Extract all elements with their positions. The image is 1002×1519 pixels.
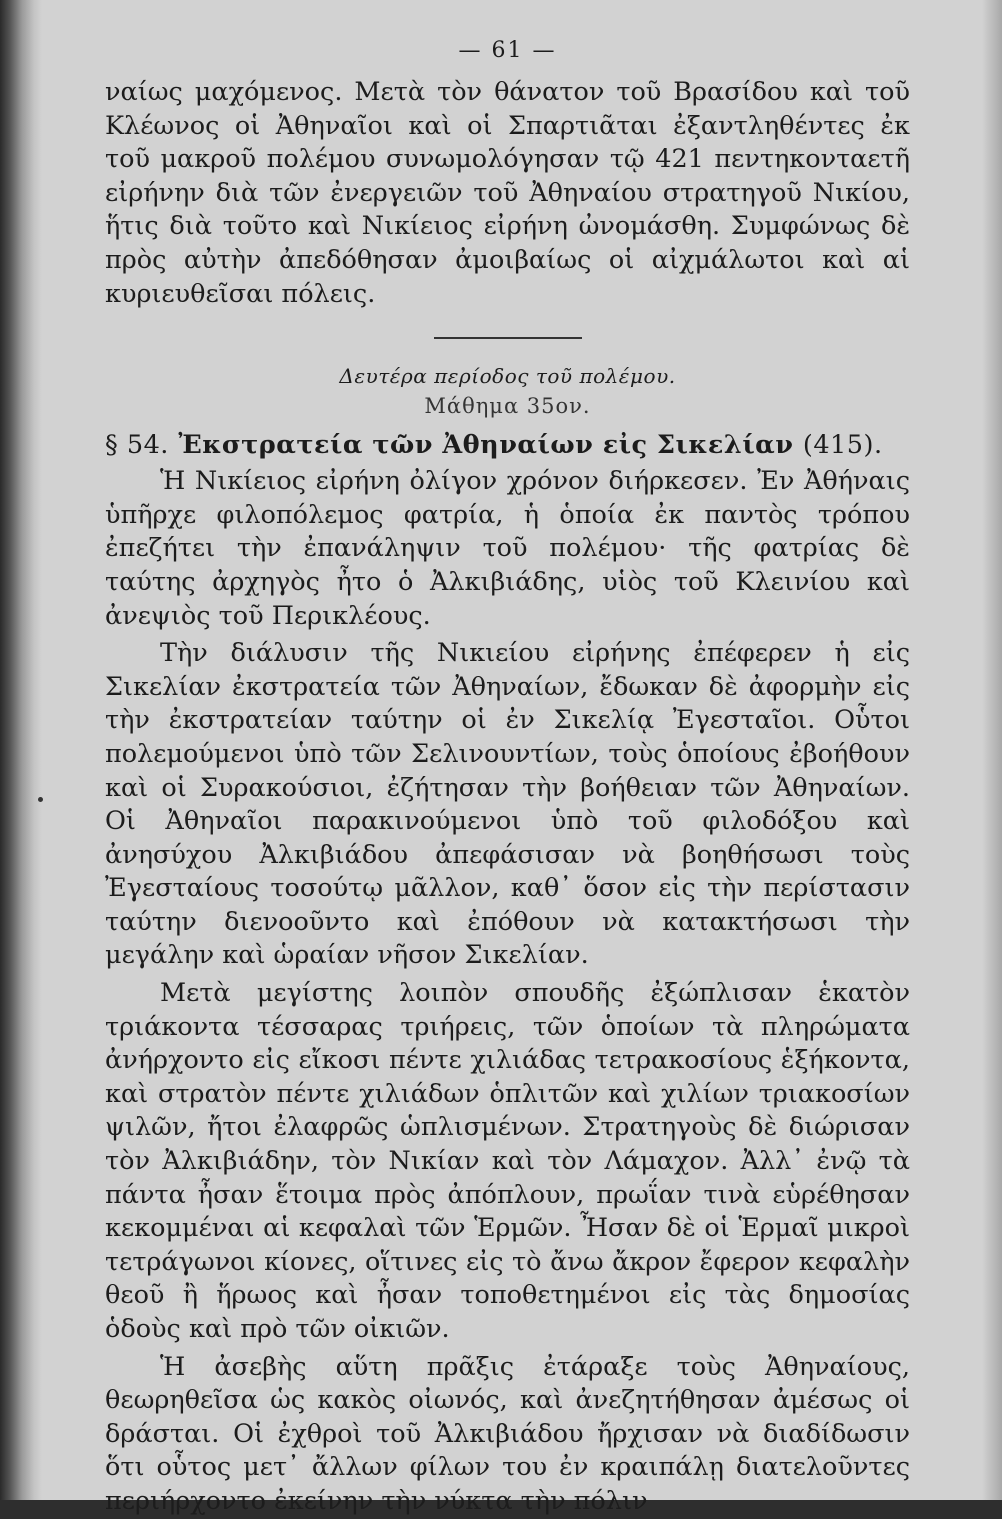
paragraph-1: Ἡ Νικίειος εἰρήνη ὀλίγον χρόνον διήρκεσεν. Ἐν Ἀθήναις ὑπῆρχε φιλοπόλεμος φατρία, ἡ ὁποία ἐκ παντὸς τρόπου ἐπεζήτει τὴν ἐπανάληψιν τοῦ πολέμου· τῆς φατρίας δὲ ταύτης ἀρχηγὸς ἦτο ὁ Ἀλκιβιάδης, υἱὸς τοῦ Κλεινίου καὶ ἀνεψιὸς τοῦ Περικλέους. (105, 466, 910, 631)
lesson-label: Μάθημα 35ον. (424, 394, 591, 419)
section-heading (105, 427, 910, 463)
section-year: (415). (802, 430, 883, 461)
paragraph-4: Ἡ ἀσεβὴς αὕτη πρᾶξις ἐτάραξε τοὺς Ἀθηναίους, θεωρηθεῖσα ὡς κακὸς οἰωνός, καὶ ἀνεζητήθησαν ἀμέσως οἱ δράσται. Οἱ ἐχθροὶ τοῦ Ἀλκιβιάδου ἤρχισαν νὰ διαδίδωσιν ὅτι οὗτος μετ᾽ ἄλλων φίλων του ἐν κραιπάλῃ διατελοῦντες περιήρχοντο ἐκείνην τὴν νύκτα τὴν πόλιν (105, 1351, 910, 1516)
ink-speck (38, 797, 43, 802)
section-title: Ἐκστρατεία τῶν Ἀθηναίων εἰς Σικελίαν (178, 430, 794, 461)
section-number: § 54. (105, 430, 169, 461)
section-subtitle: Δευτέρα περίοδος τοῦ πολέμου. (339, 364, 676, 389)
section-divider (434, 337, 582, 339)
paragraph-2: Τὴν διάλυσιν τῆς Νικιείου εἰρήνης ἐπέφερεν ἡ εἰς Σικελίαν ἐκστρατεία τῶν Ἀθηναίων, ἔδωκαν δὲ ἀφορμὴν εἰς τὴν ἐκστρατείαν ταύτην οἱ ἐν Σικελίᾳ Ἐγεσταῖοι. Οὗτοι πολεμούμενοι ὑπὸ τῶν Σελινουντίων, τοὺς ὁποίους ἐβοήθουν καὶ οἱ Συρακούσιοι, ἐζήτησαν τὴν βοήθειαν τῶν Ἀθηναίων. Οἱ Ἀθηναῖοι παρακινούμενοι ὑπὸ τοῦ φιλοδόξου καὶ ἀνησύχου Ἀλκιβιάδου ἀπεφάσισαν νὰ βοηθήσωσι τοὺς Ἐγεσταίους τοσούτῳ μᾶλλον, καθ᾽ ὅσον εἰς τὴν περίστασιν ταύτην διενοοῦντο καὶ ἐπόθουν νὰ κατακτήσωσι τὴν μεγάλην καὶ ὡραίαν νῆσον Σικελίαν. (105, 638, 910, 971)
page-number: — 61 — (458, 38, 557, 63)
page-edge-shadow (982, 0, 1002, 1500)
paragraph-3: Μετὰ μεγίστης λοιπὸν σπουδῆς ἐξώπλισαν ἑκατὸν τριάκοντα τέσσαρας τριήρεις, τῶν ὁποίων τὰ πληρώματα ἀνήρχοντο εἰς εἴκοσι πέντε χιλιάδας τετρακοσίους ἑξήκοντα, καὶ στρατὸν πέντε χιλιάδων ὁπλιτῶν καὶ χιλίων τριακοσίων ψιλῶν, ἤτοι ἐλαφρῶς ὡπλισμένων. Στρατηγοὺς δὲ διώρισαν τὸν Ἀλκιβιάδην, τὸν Νικίαν καὶ τὸν Λάμαχον. Ἀλλ᾽ ἐνῷ τὰ πάντα ἦσαν ἕτοιμα πρὸς ἀπόπλουν, πρωΐαν τινὰ εὑρέθησαν κεκομμέναι αἱ κεφαλαὶ τῶν Ἑρμῶν. Ἦσαν δὲ οἱ Ἑρμαῖ μικροὶ τετράγωνοι κίονες, οἵτινες εἰς τὸ ἄνω ἄκρον ἔφερον κεφαλὴν θεοῦ ἢ ἥρωος καὶ ἦσαν τοποθετημένοι εἰς τὰς δημοσίας ὁδοὺς καὶ πρὸ τῶν οἰκιῶν. (105, 978, 910, 1344)
text-block (105, 30, 910, 1519)
paragraph-continued: ναίως μαχόμενος. Μετὰ τὸν θάνατον τοῦ Βρασίδου καὶ τοῦ Κλέωνος οἱ Ἀθηναῖοι καὶ οἱ Σπαρτιᾶται ἐξαντληθέντες ἐκ τοῦ μακροῦ πολέμου συνωμολόγησαν τῷ 421 πεντηκονταετῆ εἰρήνην διὰ τῶν ἐνεργειῶν τοῦ Ἀθηναίου στρατηγοῦ Νικίου, ἥτις διὰ τοῦτο καὶ Νικίειος εἰρήνη ὠνομάσθη. Συμφώνως δὲ πρὸς αὐτὴν ἀπεδόθησαν ἀμοιβαίως οἱ αἰχμάλωτοι καὶ αἱ κυριευθεῖσαι πόλεις. (105, 77, 910, 309)
book-spine-shadow (0, 0, 42, 1500)
